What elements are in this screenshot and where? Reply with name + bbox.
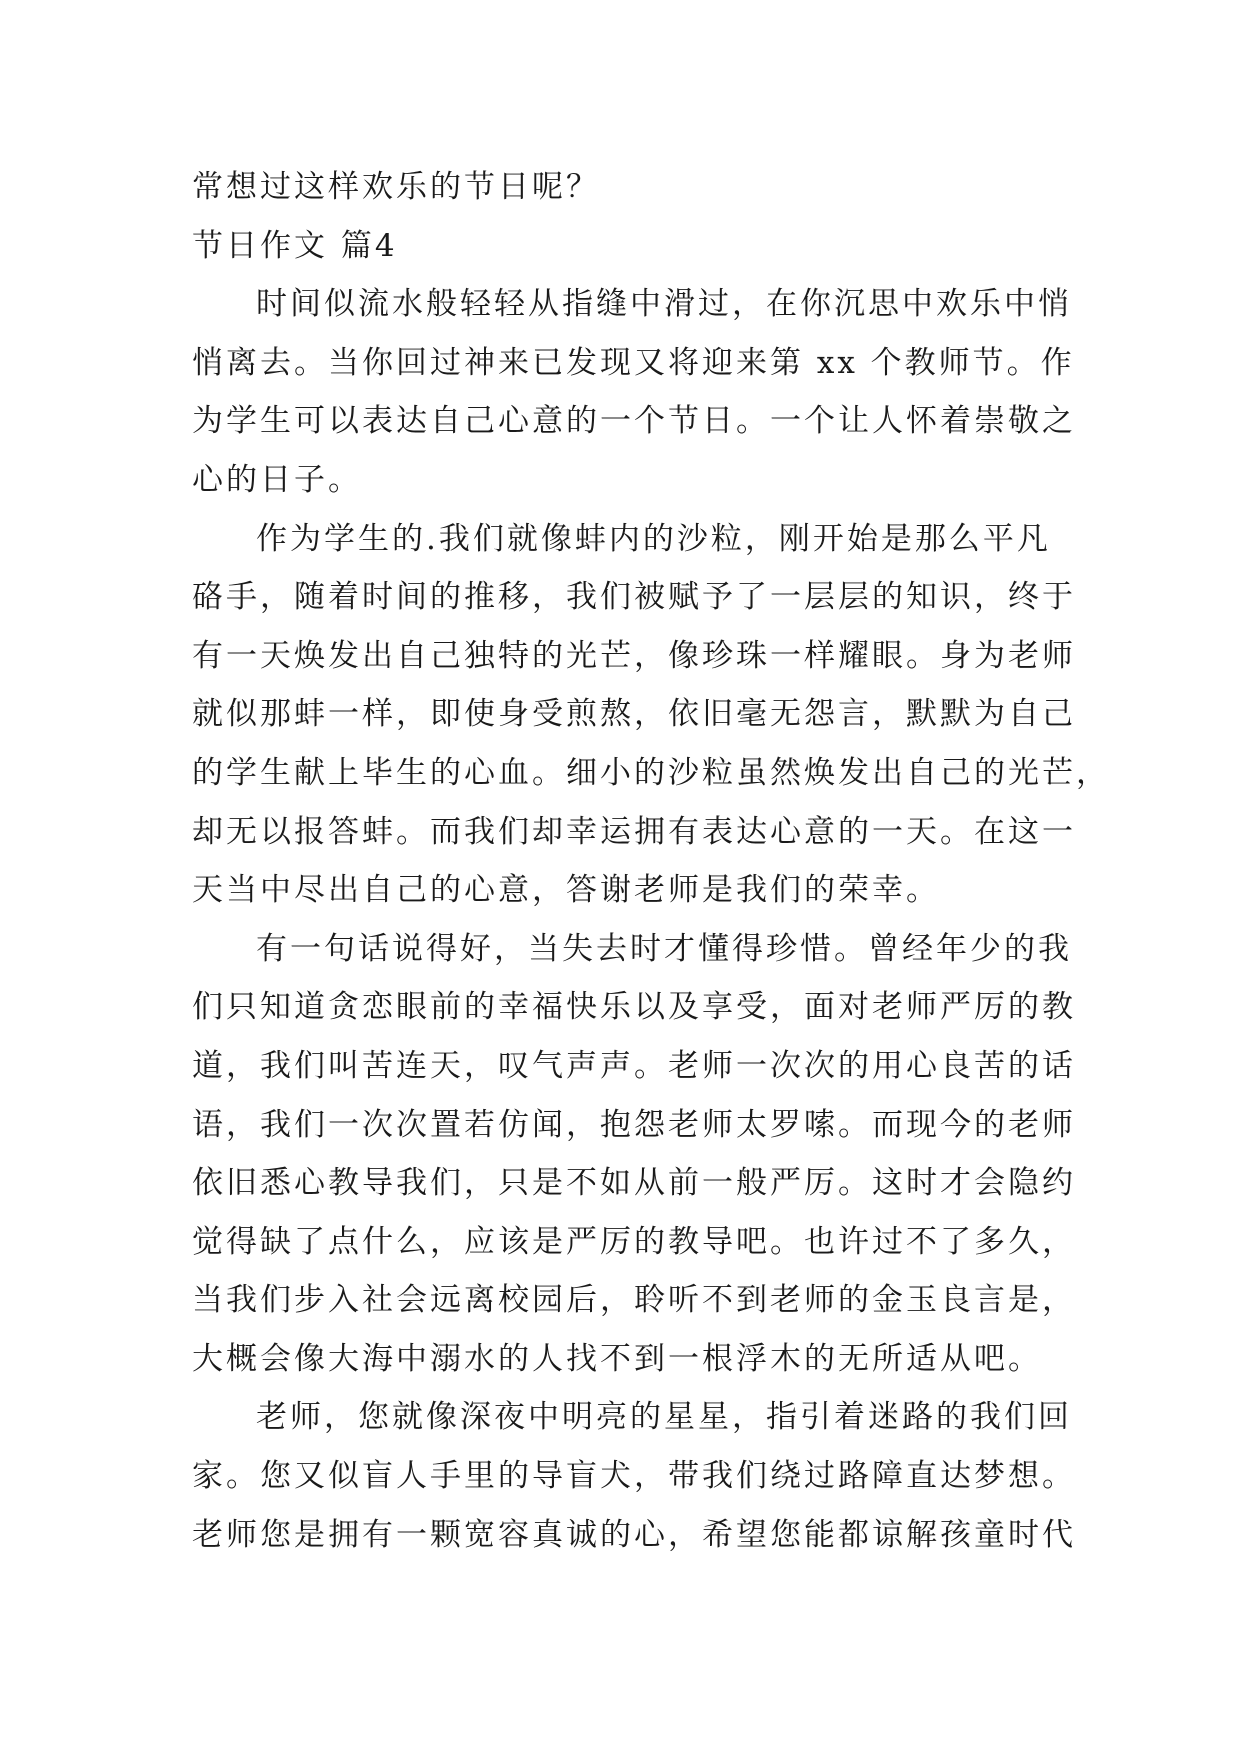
paragraph-first-line: 作为学生的.我们就像蚌内的沙粒，刚开始是那么平凡 [256,520,1051,557]
paragraph-first-line: 时间似流水般轻轻从指缝中滑过，在你沉思中欢乐中悄 [256,286,1072,323]
text-line: 却无以报答蚌。而我们却幸运拥有表达心意的一天。在这一 [192,813,1076,850]
text-line: 天当中尽出自己的心意，答谢老师是我们的荣幸。 [192,872,940,909]
text-line: 心的日子。 [192,461,362,498]
text-line: 为学生可以表达自己心意的一个节日。一个让人怀着崇敬之 [192,403,1076,440]
text-line: 有一天焕发出自己独特的光芒，像珍珠一样耀眼。身为老师 [192,637,1076,674]
section-heading: 节日作文 篇4 [192,227,398,264]
text-line: 老师您是拥有一颗宽容真诚的心，希望您能都谅解孩童时代 [192,1516,1076,1553]
text-line: 觉得缺了点什么，应该是严厉的教导吧。也许过不了多久， [192,1223,1076,1260]
text-line: 大概会像大海中溺水的人找不到一根浮木的无所适从吧。 [192,1340,1042,1377]
text-line: 语，我们一次次置若仿闻，抱怨老师太罗嗦。而现今的老师 [192,1106,1076,1143]
text-line: 硌手，随着时间的推移，我们被赋予了一层层的知识，终于 [192,579,1076,616]
text-line: 道，我们叫苦连天，叹气声声。老师一次次的用心良苦的话 [192,1047,1076,1084]
text-line: 的学生献上毕生的心血。细小的沙粒虽然焕发出自己的光芒， [192,754,1110,791]
text-line: 家。您又似盲人手里的导盲犬，带我们绕过路障直达梦想。 [192,1458,1076,1495]
text-line: 就似那蚌一样，即使身受煎熬，依旧毫无怨言，默默为自己 [192,696,1076,733]
text-line: 当我们步入社会远离校园后，聆听不到老师的金玉良言是， [192,1282,1076,1319]
paragraph-first-line: 有一句话说得好，当失去时才懂得珍惜。曾经年少的我 [256,930,1072,967]
text-line: 们只知道贪恋眼前的幸福快乐以及享受，面对老师严厉的教 [192,989,1076,1026]
text-line: 依旧悉心教导我们，只是不如从前一般严厉。这时才会隐约 [192,1165,1076,1202]
paragraph-first-line: 老师，您就像深夜中明亮的星星，指引着迷路的我们回 [256,1399,1072,1436]
article-body [192,158,1110,1564]
text-line: 悄离去。当你回过神来已发现又将迎来第 xx 个教师节。作 [192,344,1075,381]
text-line: 常想过这样欢乐的节日呢？ [192,169,600,205]
